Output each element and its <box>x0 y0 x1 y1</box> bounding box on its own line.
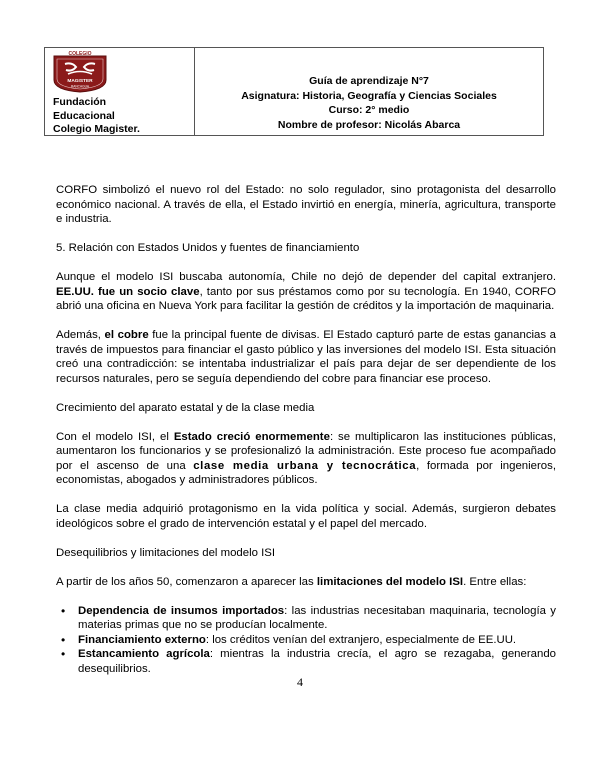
paragraph: Aunque el modelo ISI buscaba autonomía, Chile no dejó de depender del capital extranjero. EE.UU. fue un socio clave, tanto por sus préstamos como por su tecnología. En 1940, CORFO abrió una oficina en Nueva York para facilitar la gestión de créditos y la importación de maquinaria. <box>56 271 556 312</box>
section-heading: Desequilibrios y limitaciones del modelo ISI <box>56 546 276 559</box>
guide-title: Guía de aprendizaje N°7 <box>309 75 429 87</box>
guide-subject: Asignatura: Historia, Geografía y Ciencias Sociales <box>241 89 497 102</box>
guide-course: Curso: 2° medio <box>328 104 410 116</box>
institution-line: Educacional <box>53 109 115 122</box>
emphasis: EE.UU. fue un socio clave <box>56 285 200 298</box>
emphasis: limitaciones del modelo ISI <box>316 575 464 588</box>
paragraph: Además, el cobre fue la principal fuente de divisas. El Estado capturó parte de estas ganancias a través de impuestos para financiar el gasto público y las inversiones del modelo ISI. Esta situación creó una contradicción: se intentaba industrializar el país para dejar de ser dependiente de los recursos naturales, pero se seguía dependiendo del cobre para financiar ese proceso. <box>56 329 556 385</box>
guide-teacher: Nombre de profesor: Nicolás Abarca <box>277 118 461 131</box>
header-box <box>44 47 544 136</box>
list-item: • Dependencia de insumos importados: las industrias necesitaban maquinaria, tecnología y materias primas que no se producían localmente. <box>78 604 556 633</box>
section-heading: Crecimiento del aparato estatal y de la clase media <box>56 401 315 414</box>
list-item: • Financiamiento externo: los créditos venían del extranjero, especialmente de EE.UU. <box>78 633 556 648</box>
limitations-list <box>56 604 556 677</box>
institution-name <box>53 96 140 137</box>
logo-sub-text: RANCAGUA <box>70 84 90 89</box>
emphasis: el cobre <box>104 329 149 341</box>
institution-line: Colegio Magister. <box>53 123 140 135</box>
guide-info <box>195 74 543 132</box>
logo-bottom-text: MAGISTER <box>67 79 93 84</box>
page-number: 4 <box>297 675 303 689</box>
paragraph: Con el modelo ISI, el Estado creció enormemente: se multiplicaron las instituciones públicas, aumentaron los funcionarios y se profesionalizó la administración. Este proceso fue acompañado por el ascenso de una clase media urbana y tecnocrática, formada por ingenieros, economistas, abogados y administradores públicos. <box>56 430 556 486</box>
paragraph: A partir de los años 50, comenzaron a aparecer las limitaciones del modelo ISI. Entre ellas: <box>56 575 527 588</box>
paragraph: La clase media adquirió protagonismo en la vida política y social. Además, surgieron debates ideológicos sobre el grado de intervención estatal y el papel del mercado. <box>56 503 556 530</box>
paragraph: CORFO simbolizó el nuevo rol del Estado: no solo regulador, sino protagonista del desarrollo económico nacional. A través de ella, el Estado invirtió en energía, minería, agricultura, transporte e industria. <box>56 184 556 225</box>
emphasis: clase media urbana y tecnocrática <box>193 459 417 472</box>
logo-top-text: COLEGIO <box>68 50 92 57</box>
emphasis: Estado creció enormemente <box>173 430 330 443</box>
section-heading: 5. Relación con Estados Unidos y fuentes de financiamiento <box>56 242 360 254</box>
list-item: • Estancamiento agrícola: mientras la industria crecía, el agro se rezagaba, generando desequilibrios. <box>78 647 556 676</box>
institution-line: Fundación <box>53 96 107 108</box>
school-logo <box>51 50 109 94</box>
document-body <box>56 183 556 676</box>
